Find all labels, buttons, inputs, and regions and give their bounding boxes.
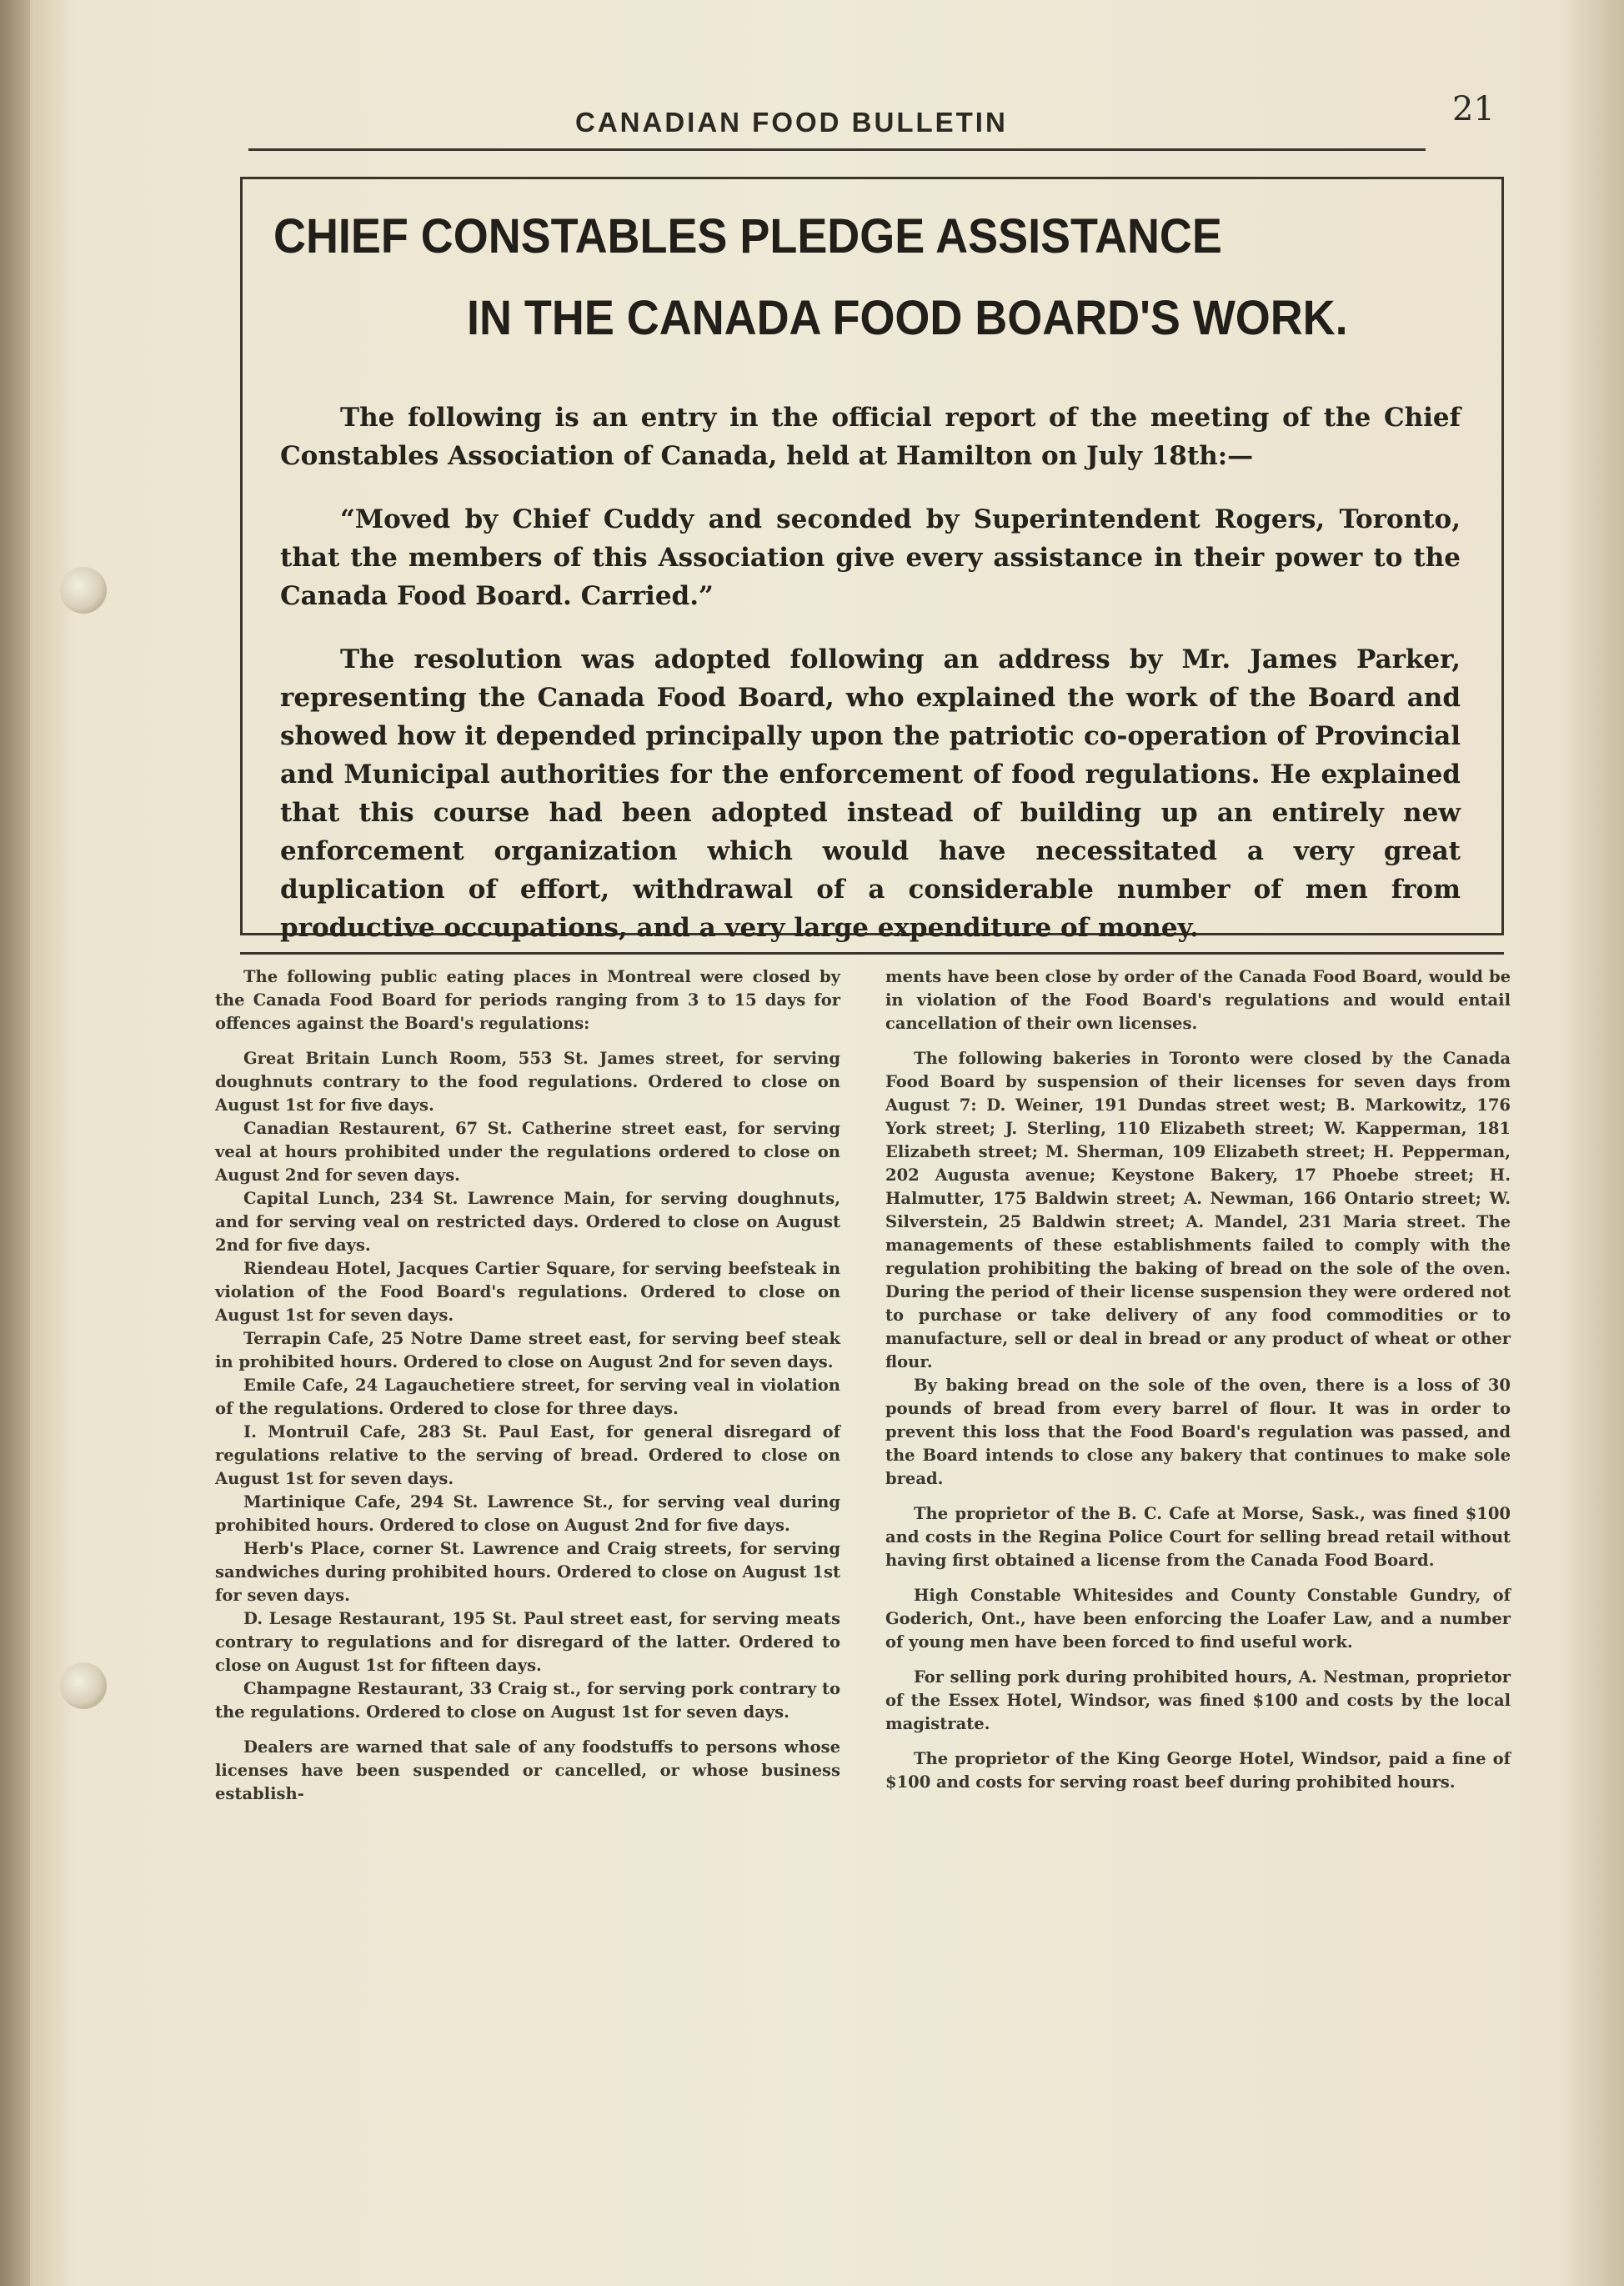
- news-item: The proprietor of the King George Hotel, Windsor, paid a fine of $100 and costs for serving roast beef during prohibited hours.: [885, 1749, 1511, 1792]
- news-item: The following bakeries in Toronto were closed by the Canada Food Board by suspension of their licenses for seven days from August 7: D. Weiner, 191 Dundas street west; B. Markowitz, 176 York street; J. Sterling, 110 Elizabeth street; W. Kapperman, 181 Elizabeth street; M. Sherman, 109 Elizabeth street; H. Pepperman, 202 Augusta avenue; Keystone Bakery, 17 Phoebe street; H. Halmutter, 175 Baldwin street; A. Newman, 166 Ontario street; W. Silverstein, 25 Baldwin street; A. Mandel, 231 Maria street. The managements of these establishments failed to comply with the regulation prohibiting the baking of bread on the sole of the oven. During the period of their license suspension they were ordered not to purchase or take delivery of any food commodities or to manufacture, sell or deal in bread or any product of wheat or other flour.: [885, 1049, 1511, 1371]
- news-item: High Constable Whitesides and County Constable Gundry, of Goderich, Ont., have been enforcing the Loafer Law, and a number of young men have been forced to find useful work.: [885, 1586, 1511, 1652]
- news-item: Capital Lunch, 234 St. Lawrence Main, for serving doughnuts, and for serving veal on restricted days. Ordered to close on August 2nd for five days.: [215, 1189, 840, 1255]
- feature-paragraph: “Moved by Chief Cuddy and seconded by Superintendent Rogers, Toronto, that the members of this Association give every assistance in their power to the Canada Food Board. Carried.”: [280, 504, 1461, 611]
- news-item: By baking bread on the sole of the oven, there is a loss of 30 pounds of bread from every barrel of flour. It was in order to prevent this loss that the Food Board's regulation was passed, and the Board intends to close any bakery that continues to make sole bread.: [885, 1376, 1511, 1488]
- news-item: For selling pork during prohibited hours, A. Nestman, proprietor of the Essex Hotel, Windsor, was fined $100 and costs by the local magistrate.: [885, 1667, 1511, 1733]
- feature-body: [280, 399, 1461, 972]
- news-item: ments have been close by order of the Canada Food Board, would be in violation of the Food Board's regulations and would entail cancellation of their own licenses.: [885, 967, 1511, 1033]
- news-item: Riendeau Hotel, Jacques Cartier Square, for serving beefsteak in violation of the Food Board's regulations. Ordered to close on August 1st for seven days.: [215, 1259, 840, 1325]
- news-item: D. Lesage Restaurant, 195 St. Paul street east, for serving meats contrary to regulations and for disregard of the latter. Ordered to close on August 1st for fifteen days.: [215, 1609, 840, 1675]
- news-item: Great Britain Lunch Room, 553 St. James street, for serving doughnuts contrary to the food regulations. Ordered to close on August 1st for five days.: [215, 1049, 840, 1115]
- book-spine-shadow: [0, 0, 30, 2286]
- page-number: 21: [1452, 90, 1495, 128]
- binding-hole: [60, 1662, 107, 1709]
- running-header-title: CANADIAN FOOD BULLETIN: [575, 107, 1008, 138]
- header-rule: [248, 148, 1426, 151]
- news-item: Champagne Restaurant, 33 Craig st., for serving pork contrary to the regulations. Ordered to close on August 1st for seven days.: [215, 1679, 840, 1722]
- news-item: The following public eating places in Montreal were closed by the Canada Food Board for periods ranging from 3 to 15 days for offences against the Board's regulations:: [215, 967, 840, 1033]
- news-item: Herb's Place, corner St. Lawrence and Craig streets, for serving sandwiches during prohibited hours. Ordered to close on August 1st for seven days.: [215, 1539, 840, 1605]
- news-item: I. Montruil Cafe, 283 St. Paul East, for general disregard of regulations relative to the serving of bread. Ordered to close on August 1st for seven days.: [215, 1422, 840, 1488]
- binding-hole: [60, 567, 107, 614]
- news-item: Terrapin Cafe, 25 Notre Dame street east, for serving beef steak in prohibited hours. Ordered to close on August 2nd for seven days.: [215, 1329, 840, 1371]
- news-item: Emile Cafe, 24 Lagauchetiere street, for serving veal in violation of the regulations. Ordered to close for three days.: [215, 1376, 840, 1418]
- news-item: Dealers are warned that sale of any foodstuffs to persons whose licenses have been suspended or cancelled, or whose business establish-: [215, 1737, 840, 1803]
- feature-headline-line-1: CHIEF CONSTABLES PLEDGE ASSISTANCE: [273, 209, 1222, 263]
- feature-paragraph: The resolution was adopted following an address by Mr. James Parker, representing the Canada Food Board, who explained the work of the Board and showed how it depended principally upon the patriotic co-operation of Provincial and Municipal authorities for the enforcement of food regulations. He explained that this course had been adopted instead of building up an entirely new enforcement organization which would have necessitated a very great duplication of effort, withdrawal of a considerable number of men from productive occupations, and a very large expenditure of money.: [280, 644, 1461, 943]
- left-column: [215, 965, 840, 1806]
- news-item: Canadian Restaurent, 67 St. Catherine street east, for serving veal at hours prohibited under the regulations ordered to close on August 2nd for seven days.: [215, 1119, 840, 1185]
- news-item: The proprietor of the B. C. Cafe at Morse, Sask., was fined $100 and costs in the Regina Police Court for selling bread retail without having first obtained a license from the Canada Food Board.: [885, 1504, 1511, 1570]
- right-column: [885, 965, 1511, 1794]
- feature-headline-line-2: IN THE CANADA FOOD BOARD'S WORK.: [467, 291, 1348, 345]
- news-item: Martinique Cafe, 294 St. Lawrence St., for serving veal during prohibited hours. Ordered to close on August 2nd for five days.: [215, 1492, 840, 1535]
- feature-paragraph: The following is an entry in the official report of the meeting of the Chief Constables Association of Canada, held at Hamilton on July 18th:—: [280, 403, 1461, 471]
